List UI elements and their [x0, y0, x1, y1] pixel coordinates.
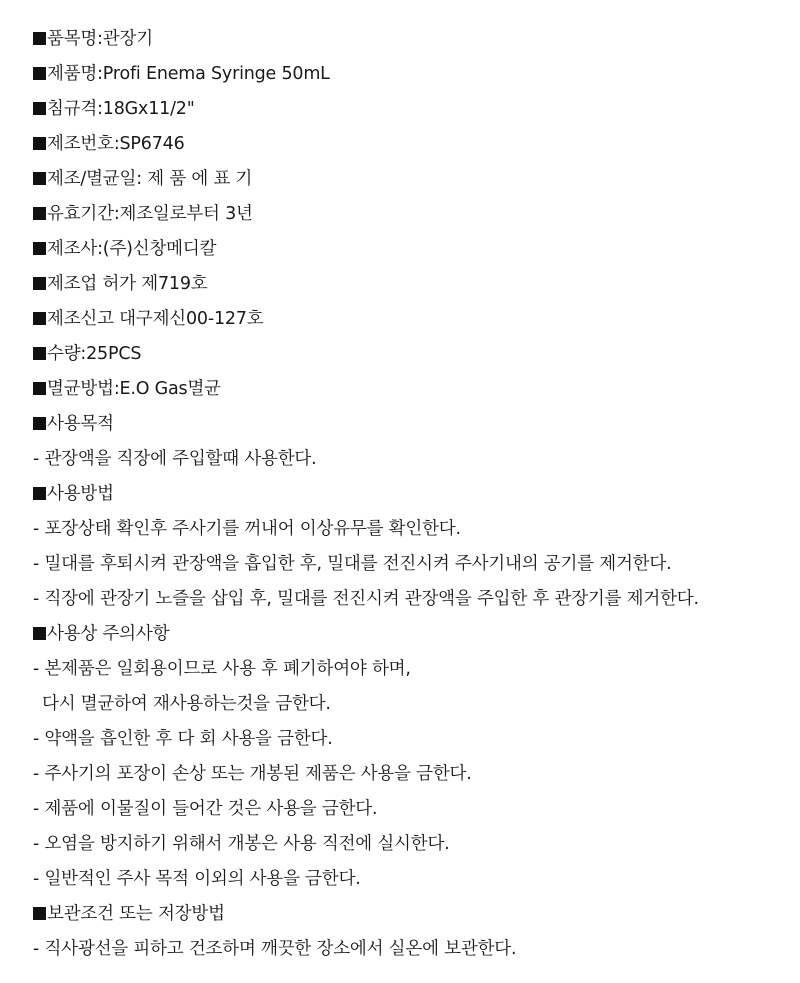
bullet-square-icon: [33, 347, 46, 360]
info-line-product-type: [33, 22, 783, 57]
line-text: - 밀대를 후퇴시켜 관장액을 흡입한 후, 밀대를 전진시켜 주사기내의 공기를 제거한다.: [33, 554, 672, 574]
bullet-square-icon: [33, 277, 46, 290]
info-line-lot-number: [33, 127, 783, 162]
precaution-item: [33, 757, 783, 792]
line-text: 보관조건 또는 저장방법: [47, 904, 225, 924]
product-info-document: [33, 22, 783, 967]
section-heading-purpose: [33, 407, 783, 442]
bullet-square-icon: [33, 102, 46, 115]
bullet-square-icon: [33, 67, 46, 80]
line-text: 수량:25PCS: [47, 344, 142, 364]
bullet-square-icon: [33, 907, 46, 920]
info-line-manufacturer: [33, 232, 783, 267]
line-text: 다시 멸균하여 재사용하는것을 금한다.: [42, 694, 331, 714]
usage-item: [33, 512, 783, 547]
info-line-quantity: [33, 337, 783, 372]
precaution-item-continuation: [33, 687, 783, 722]
purpose-item: [33, 442, 783, 477]
line-text: - 직사광선을 피하고 건조하며 깨끗한 장소에서 실온에 보관한다.: [33, 939, 517, 959]
line-text: 사용상 주의사항: [47, 624, 170, 644]
line-text: - 주사기의 포장이 손상 또는 개봉된 제품은 사용을 금한다.: [33, 764, 472, 784]
line-text: 품목명:관장기: [47, 29, 153, 49]
usage-item: [33, 582, 783, 617]
info-line-report: [33, 302, 783, 337]
bullet-square-icon: [33, 382, 46, 395]
precaution-item: [33, 652, 783, 687]
section-heading-usage: [33, 477, 783, 512]
line-text: 사용목적: [47, 414, 114, 434]
info-line-needle-spec: [33, 92, 783, 127]
line-text: - 일반적인 주사 목적 이외의 사용을 금한다.: [33, 869, 361, 889]
line-text: 제조/멸균일: 제 품 에 표 기: [47, 169, 253, 189]
info-line-expiry: [33, 197, 783, 232]
line-text: 제조사:(주)신창메디칼: [47, 239, 217, 259]
line-text: - 직장에 관장기 노즐을 삽입 후, 밀대를 전진시켜 관장액을 주입한 후 관장기를 제거한다.: [33, 589, 699, 609]
bullet-square-icon: [33, 172, 46, 185]
bullet-square-icon: [33, 417, 46, 430]
line-text: - 포장상태 확인후 주사기를 꺼내어 이상유무를 확인한다.: [33, 519, 461, 539]
line-text: 사용방법: [47, 484, 114, 504]
line-text: 제품명:Profi Enema Syringe 50mL: [47, 64, 330, 84]
line-text: - 약액을 흡인한 후 다 회 사용을 금한다.: [33, 729, 333, 749]
line-text: - 제품에 이물질이 들어간 것은 사용을 금한다.: [33, 799, 378, 819]
line-text: 제조업 허가 제719호: [47, 274, 208, 294]
info-line-product-name: [33, 57, 783, 92]
bullet-square-icon: [33, 627, 46, 640]
line-text: - 관장액을 직장에 주입할때 사용한다.: [33, 449, 317, 469]
storage-item: [33, 932, 783, 967]
usage-item: [33, 547, 783, 582]
section-heading-precautions: [33, 617, 783, 652]
bullet-square-icon: [33, 137, 46, 150]
bullet-square-icon: [33, 242, 46, 255]
info-line-license: [33, 267, 783, 302]
line-text: 유효기간:제조일로부터 3년: [47, 204, 253, 224]
info-line-sterilization: [33, 372, 783, 407]
section-heading-storage: [33, 897, 783, 932]
line-text: 제조번호:SP6746: [47, 134, 185, 154]
line-text: - 오염을 방지하기 위해서 개봉은 사용 직전에 실시한다.: [33, 834, 450, 854]
info-line-manufacture-date: [33, 162, 783, 197]
bullet-square-icon: [33, 207, 46, 220]
precaution-item: [33, 792, 783, 827]
line-text: 침규격:18Gx11/2": [47, 99, 195, 119]
line-text: - 본제품은 일회용이므로 사용 후 폐기하여야 하며,: [33, 659, 411, 679]
line-text: 제조신고 대구제신00-127호: [47, 309, 264, 329]
bullet-square-icon: [33, 487, 46, 500]
precaution-item: [33, 827, 783, 862]
bullet-square-icon: [33, 32, 46, 45]
bullet-square-icon: [33, 312, 46, 325]
line-text: 멸균방법:E.O Gas멸균: [47, 379, 221, 399]
precaution-item: [33, 862, 783, 897]
precaution-item: [33, 722, 783, 757]
